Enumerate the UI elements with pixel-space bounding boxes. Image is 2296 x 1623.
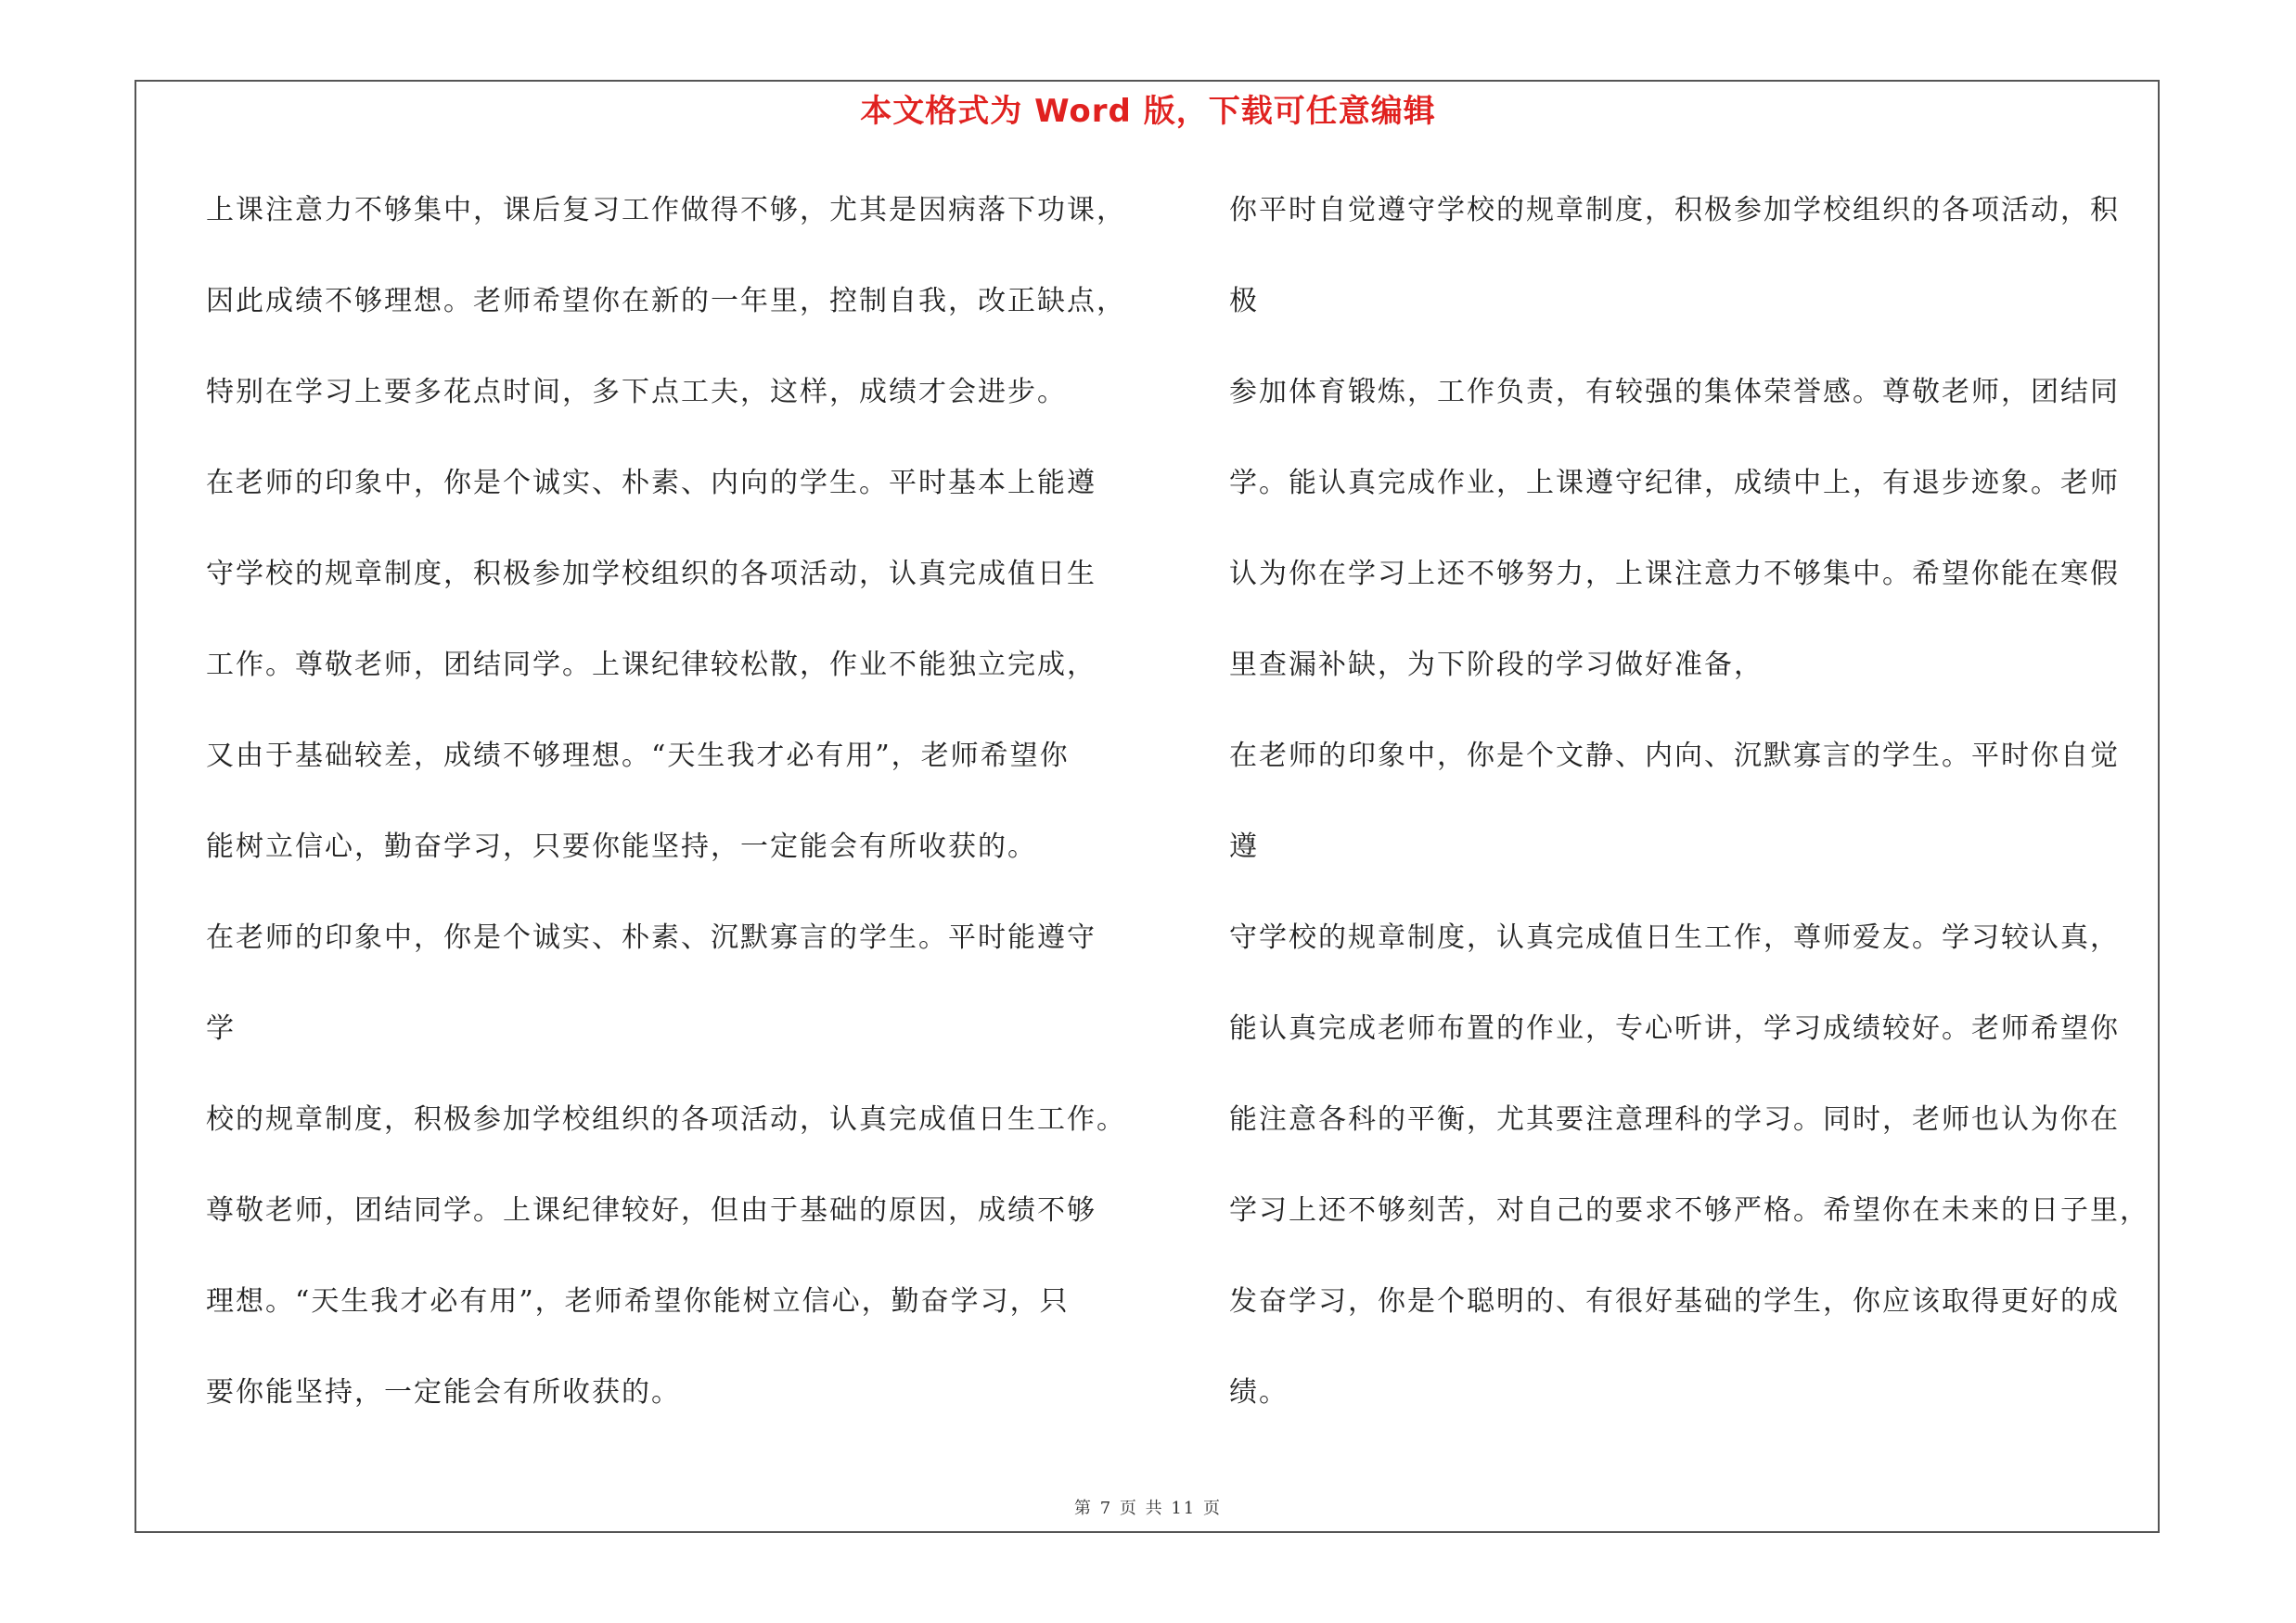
text-line: 因此成绩不够理想。老师希望你在新的一年里，控制自我，改正缺点， <box>206 285 1126 317</box>
text-line: 在老师的印象中，你是个文静、内向、沉默寡言的学生。平时你自觉 <box>1229 740 2120 772</box>
text-line: 认为你在学习上还不够努力，上课注意力不够集中。希望你能在寒假 <box>1229 558 2120 590</box>
text-line: 守学校的规章制度，认真完成值日生工作，尊师爱友。学习较认真， <box>1229 921 2120 954</box>
text-line: 里查漏补缺，为下阶段的学习做好准备， <box>1229 649 1764 681</box>
text-line: 学 <box>206 1012 236 1045</box>
text-line: 理想。“天生我才必有用”，老师希望你能树立信心，勤奋学习，只 <box>206 1285 1070 1318</box>
text-line: 特别在学习上要多花点时间，多下点工夫，这样，成绩才会进步。 <box>206 376 1067 408</box>
text-line: 在老师的印象中，你是个诚实、朴素、内向的学生。平时基本上能遵 <box>206 467 1097 499</box>
text-line: 能树立信心，勤奋学习，只要你能坚持，一定能会有所收获的。 <box>206 831 1037 863</box>
text-line: 学习上还不够刻苦，对自己的要求不够严格。希望你在未来的日子里， <box>1229 1194 2149 1227</box>
right-text-column <box>1229 182 2166 1455</box>
text-line: 绩。 <box>1229 1376 1289 1409</box>
text-line: 极 <box>1229 285 1259 317</box>
format-banner: 本文格式为 Word 版，下载可任意编辑 <box>860 93 1436 130</box>
text-line: 参加体育锻炼，工作负责，有较强的集体荣誉感。尊敬老师，团结同 <box>1229 376 2120 408</box>
text-line: 要你能坚持，一定能会有所收获的。 <box>206 1376 681 1409</box>
page-number: 第 7 页 共 11 页 <box>1074 1499 1222 1518</box>
text-line: 你平时自觉遵守学校的规章制度，积极参加学校组织的各项活动，积 <box>1229 194 2120 226</box>
left-text-column <box>206 182 1152 1455</box>
text-line: 守学校的规章制度，积极参加学校组织的各项活动，认真完成值日生 <box>206 558 1097 590</box>
text-line: 学。能认真完成作业，上课遵守纪律，成绩中上，有退步迹象。老师 <box>1229 467 2120 499</box>
text-line: 上课注意力不够集中，课后复习工作做得不够，尤其是因病落下功课， <box>206 194 1126 226</box>
text-line: 校的规章制度，积极参加学校组织的各项活动，认真完成值日生工作。 <box>206 1103 1126 1136</box>
text-line: 尊敬老师，团结同学。上课纪律较好，但由于基础的原因，成绩不够 <box>206 1194 1097 1227</box>
text-line: 能认真完成老师布置的作业，专心听讲，学习成绩较好。老师希望你 <box>1229 1012 2120 1045</box>
text-line: 遵 <box>1229 831 1259 863</box>
text-line: 发奋学习，你是个聪明的、有很好基础的学生，你应该取得更好的成 <box>1229 1285 2120 1318</box>
text-line: 工作。尊敬老师，团结同学。上课纪律较松散，作业不能独立完成， <box>206 649 1097 681</box>
text-line: 又由于基础较差，成绩不够理想。“天生我才必有用”，老师希望你 <box>206 740 1070 772</box>
text-line: 能注意各科的平衡，尤其要注意理科的学习。同时，老师也认为你在 <box>1229 1103 2120 1136</box>
text-line: 在老师的印象中，你是个诚实、朴素、沉默寡言的学生。平时能遵守 <box>206 921 1097 954</box>
